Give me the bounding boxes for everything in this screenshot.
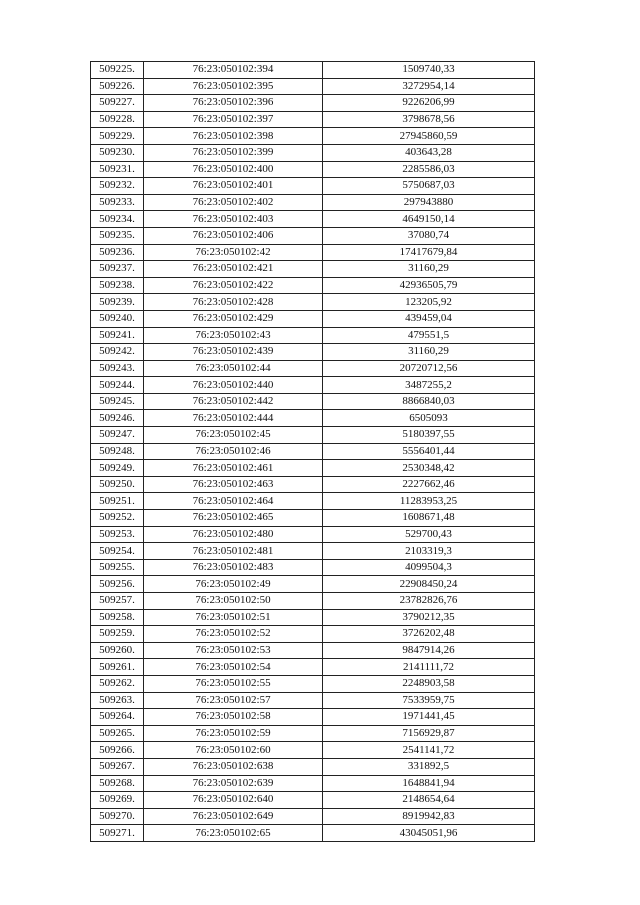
cadastral-number-cell: 76:23:050102:403 <box>144 211 323 228</box>
table-row <box>91 642 535 659</box>
cadastral-number-cell: 76:23:050102:422 <box>144 277 323 294</box>
table-row <box>91 344 535 361</box>
cadastral-value-cell: 5180397,55 <box>323 427 535 444</box>
cadastral-value-cell: 11283953,25 <box>323 493 535 510</box>
cadastral-number-cell: 76:23:050102:398 <box>144 128 323 145</box>
cadastral-number-cell: 76:23:050102:463 <box>144 476 323 493</box>
cadastral-value-cell: 5556401,44 <box>323 443 535 460</box>
cadastral-value-cell: 123205,92 <box>323 294 535 311</box>
cadastral-value-cell: 3272954,14 <box>323 78 535 95</box>
cadastral-number-cell: 76:23:050102:42 <box>144 244 323 261</box>
cadastral-number-cell: 76:23:050102:400 <box>144 161 323 178</box>
cadastral-value-table <box>90 61 535 842</box>
table-row <box>91 526 535 543</box>
cadastral-number-cell: 76:23:050102:406 <box>144 227 323 244</box>
cadastral-value-cell: 403643,28 <box>323 144 535 161</box>
cadastral-number-cell: 76:23:050102:397 <box>144 111 323 128</box>
cadastral-value-cell: 31160,29 <box>323 344 535 361</box>
cadastral-number-cell: 76:23:050102:50 <box>144 593 323 610</box>
row-number-cell: 509234. <box>91 211 144 228</box>
table-row <box>91 593 535 610</box>
table-row <box>91 178 535 195</box>
table-row <box>91 393 535 410</box>
table-row <box>91 609 535 626</box>
cadastral-value-cell: 3798678,56 <box>323 111 535 128</box>
row-number-cell: 509252. <box>91 510 144 527</box>
row-number-cell: 509232. <box>91 178 144 195</box>
row-number-cell: 509256. <box>91 576 144 593</box>
row-number-cell: 509264. <box>91 709 144 726</box>
cadastral-value-cell: 23782826,76 <box>323 593 535 610</box>
cadastral-number-cell: 76:23:050102:46 <box>144 443 323 460</box>
table-row <box>91 576 535 593</box>
row-number-cell: 509247. <box>91 427 144 444</box>
table-row <box>91 377 535 394</box>
cadastral-number-cell: 76:23:050102:59 <box>144 725 323 742</box>
cadastral-value-cell: 1608671,48 <box>323 510 535 527</box>
table-row <box>91 277 535 294</box>
row-number-cell: 509259. <box>91 626 144 643</box>
cadastral-value-cell: 2248903,58 <box>323 675 535 692</box>
row-number-cell: 509261. <box>91 659 144 676</box>
cadastral-value-cell: 3790212,35 <box>323 609 535 626</box>
row-number-cell: 509266. <box>91 742 144 759</box>
cadastral-value-cell: 2103319,3 <box>323 543 535 560</box>
cadastral-number-cell: 76:23:050102:483 <box>144 559 323 576</box>
cadastral-value-cell: 22908450,24 <box>323 576 535 593</box>
cadastral-number-cell: 76:23:050102:399 <box>144 144 323 161</box>
cadastral-number-cell: 76:23:050102:640 <box>144 792 323 809</box>
cadastral-value-cell: 1509740,33 <box>323 62 535 79</box>
table-row <box>91 659 535 676</box>
row-number-cell: 509245. <box>91 393 144 410</box>
table-row <box>91 460 535 477</box>
row-number-cell: 509260. <box>91 642 144 659</box>
cadastral-number-cell: 76:23:050102:55 <box>144 675 323 692</box>
table-row <box>91 144 535 161</box>
table-row <box>91 427 535 444</box>
row-number-cell: 509238. <box>91 277 144 294</box>
cadastral-number-cell: 76:23:050102:444 <box>144 410 323 427</box>
row-number-cell: 509225. <box>91 62 144 79</box>
cadastral-value-cell: 37080,74 <box>323 227 535 244</box>
cadastral-value-cell: 439459,04 <box>323 310 535 327</box>
cadastral-value-cell: 3487255,2 <box>323 377 535 394</box>
row-number-cell: 509242. <box>91 344 144 361</box>
row-number-cell: 509253. <box>91 526 144 543</box>
row-number-cell: 509231. <box>91 161 144 178</box>
table-row <box>91 792 535 809</box>
table-row <box>91 78 535 95</box>
row-number-cell: 509249. <box>91 460 144 477</box>
cadastral-value-cell: 331892,5 <box>323 758 535 775</box>
table-row <box>91 95 535 112</box>
table-row <box>91 510 535 527</box>
row-number-cell: 509255. <box>91 559 144 576</box>
cadastral-number-cell: 76:23:050102:396 <box>144 95 323 112</box>
cadastral-value-cell: 529700,43 <box>323 526 535 543</box>
row-number-cell: 509233. <box>91 194 144 211</box>
table-row <box>91 227 535 244</box>
cadastral-value-cell: 1971441,45 <box>323 709 535 726</box>
row-number-cell: 509237. <box>91 261 144 278</box>
row-number-cell: 509241. <box>91 327 144 344</box>
table-row <box>91 543 535 560</box>
cadastral-number-cell: 76:23:050102:57 <box>144 692 323 709</box>
cadastral-number-cell: 76:23:050102:53 <box>144 642 323 659</box>
table-row <box>91 211 535 228</box>
cadastral-number-cell: 76:23:050102:421 <box>144 261 323 278</box>
row-number-cell: 509236. <box>91 244 144 261</box>
table-body <box>91 62 535 842</box>
cadastral-number-cell: 76:23:050102:51 <box>144 609 323 626</box>
cadastral-number-cell: 76:23:050102:480 <box>144 526 323 543</box>
table-row <box>91 742 535 759</box>
row-number-cell: 509227. <box>91 95 144 112</box>
cadastral-number-cell: 76:23:050102:54 <box>144 659 323 676</box>
table-row <box>91 775 535 792</box>
cadastral-number-cell: 76:23:050102:65 <box>144 825 323 842</box>
cadastral-number-cell: 76:23:050102:439 <box>144 344 323 361</box>
cadastral-number-cell: 76:23:050102:52 <box>144 626 323 643</box>
table-row <box>91 244 535 261</box>
cadastral-value-cell: 42936505,79 <box>323 277 535 294</box>
row-number-cell: 509244. <box>91 377 144 394</box>
cadastral-value-cell: 3726202,48 <box>323 626 535 643</box>
cadastral-value-cell: 297943880 <box>323 194 535 211</box>
cadastral-value-cell: 6505093 <box>323 410 535 427</box>
cadastral-value-cell: 2530348,42 <box>323 460 535 477</box>
cadastral-value-cell: 8866840,03 <box>323 393 535 410</box>
cadastral-number-cell: 76:23:050102:639 <box>144 775 323 792</box>
cadastral-value-cell: 4099504,3 <box>323 559 535 576</box>
cadastral-number-cell: 76:23:050102:58 <box>144 709 323 726</box>
cadastral-value-cell: 2285586,03 <box>323 161 535 178</box>
row-number-cell: 509235. <box>91 227 144 244</box>
row-number-cell: 509226. <box>91 78 144 95</box>
row-number-cell: 509251. <box>91 493 144 510</box>
row-number-cell: 509267. <box>91 758 144 775</box>
cadastral-value-cell: 9226206,99 <box>323 95 535 112</box>
table-row <box>91 725 535 742</box>
row-number-cell: 509257. <box>91 593 144 610</box>
cadastral-number-cell: 76:23:050102:429 <box>144 310 323 327</box>
cadastral-value-cell: 43045051,96 <box>323 825 535 842</box>
table-row <box>91 476 535 493</box>
table-row <box>91 410 535 427</box>
table-row <box>91 128 535 145</box>
cadastral-number-cell: 76:23:050102:60 <box>144 742 323 759</box>
cadastral-value-cell: 5750687,03 <box>323 178 535 195</box>
table-row <box>91 559 535 576</box>
cadastral-number-cell: 76:23:050102:464 <box>144 493 323 510</box>
cadastral-value-cell: 1648841,94 <box>323 775 535 792</box>
cadastral-number-cell: 76:23:050102:44 <box>144 360 323 377</box>
table-row <box>91 626 535 643</box>
table-row <box>91 808 535 825</box>
cadastral-number-cell: 76:23:050102:442 <box>144 393 323 410</box>
cadastral-number-cell: 76:23:050102:401 <box>144 178 323 195</box>
cadastral-value-cell: 20720712,56 <box>323 360 535 377</box>
row-number-cell: 509263. <box>91 692 144 709</box>
table-row <box>91 62 535 79</box>
cadastral-number-cell: 76:23:050102:395 <box>144 78 323 95</box>
table-row <box>91 493 535 510</box>
row-number-cell: 509269. <box>91 792 144 809</box>
table-row <box>91 825 535 842</box>
cadastral-number-cell: 76:23:050102:49 <box>144 576 323 593</box>
cadastral-number-cell: 76:23:050102:481 <box>144 543 323 560</box>
cadastral-number-cell: 76:23:050102:440 <box>144 377 323 394</box>
table-row <box>91 327 535 344</box>
cadastral-value-cell: 479551,5 <box>323 327 535 344</box>
row-number-cell: 509254. <box>91 543 144 560</box>
cadastral-number-cell: 76:23:050102:461 <box>144 460 323 477</box>
cadastral-number-cell: 76:23:050102:638 <box>144 758 323 775</box>
row-number-cell: 509248. <box>91 443 144 460</box>
row-number-cell: 509262. <box>91 675 144 692</box>
cadastral-number-cell: 76:23:050102:649 <box>144 808 323 825</box>
cadastral-value-cell: 2227662,46 <box>323 476 535 493</box>
table-row <box>91 360 535 377</box>
cadastral-number-cell: 76:23:050102:465 <box>144 510 323 527</box>
cadastral-value-cell: 4649150,14 <box>323 211 535 228</box>
cadastral-value-cell: 2541141,72 <box>323 742 535 759</box>
cadastral-value-cell: 27945860,59 <box>323 128 535 145</box>
row-number-cell: 509243. <box>91 360 144 377</box>
cadastral-value-cell: 9847914,26 <box>323 642 535 659</box>
row-number-cell: 509228. <box>91 111 144 128</box>
row-number-cell: 509240. <box>91 310 144 327</box>
row-number-cell: 509229. <box>91 128 144 145</box>
row-number-cell: 509265. <box>91 725 144 742</box>
cadastral-value-cell: 31160,29 <box>323 261 535 278</box>
table-row <box>91 261 535 278</box>
cadastral-number-cell: 76:23:050102:394 <box>144 62 323 79</box>
cadastral-value-cell: 7533959,75 <box>323 692 535 709</box>
table-row <box>91 310 535 327</box>
row-number-cell: 509230. <box>91 144 144 161</box>
row-number-cell: 509246. <box>91 410 144 427</box>
table-row <box>91 443 535 460</box>
table-row <box>91 692 535 709</box>
cadastral-number-cell: 76:23:050102:428 <box>144 294 323 311</box>
table-row <box>91 161 535 178</box>
cadastral-number-cell: 76:23:050102:43 <box>144 327 323 344</box>
cadastral-value-cell: 8919942,83 <box>323 808 535 825</box>
table-row <box>91 675 535 692</box>
table-row <box>91 294 535 311</box>
row-number-cell: 509239. <box>91 294 144 311</box>
cadastral-value-cell: 7156929,87 <box>323 725 535 742</box>
cadastral-value-cell: 17417679,84 <box>323 244 535 261</box>
table-row <box>91 758 535 775</box>
table-row <box>91 709 535 726</box>
row-number-cell: 509268. <box>91 775 144 792</box>
row-number-cell: 509258. <box>91 609 144 626</box>
cadastral-number-cell: 76:23:050102:402 <box>144 194 323 211</box>
cadastral-value-cell: 2148654,64 <box>323 792 535 809</box>
cadastral-value-cell: 2141111,72 <box>323 659 535 676</box>
table-row <box>91 111 535 128</box>
row-number-cell: 509250. <box>91 476 144 493</box>
row-number-cell: 509270. <box>91 808 144 825</box>
cadastral-number-cell: 76:23:050102:45 <box>144 427 323 444</box>
table-row <box>91 194 535 211</box>
row-number-cell: 509271. <box>91 825 144 842</box>
